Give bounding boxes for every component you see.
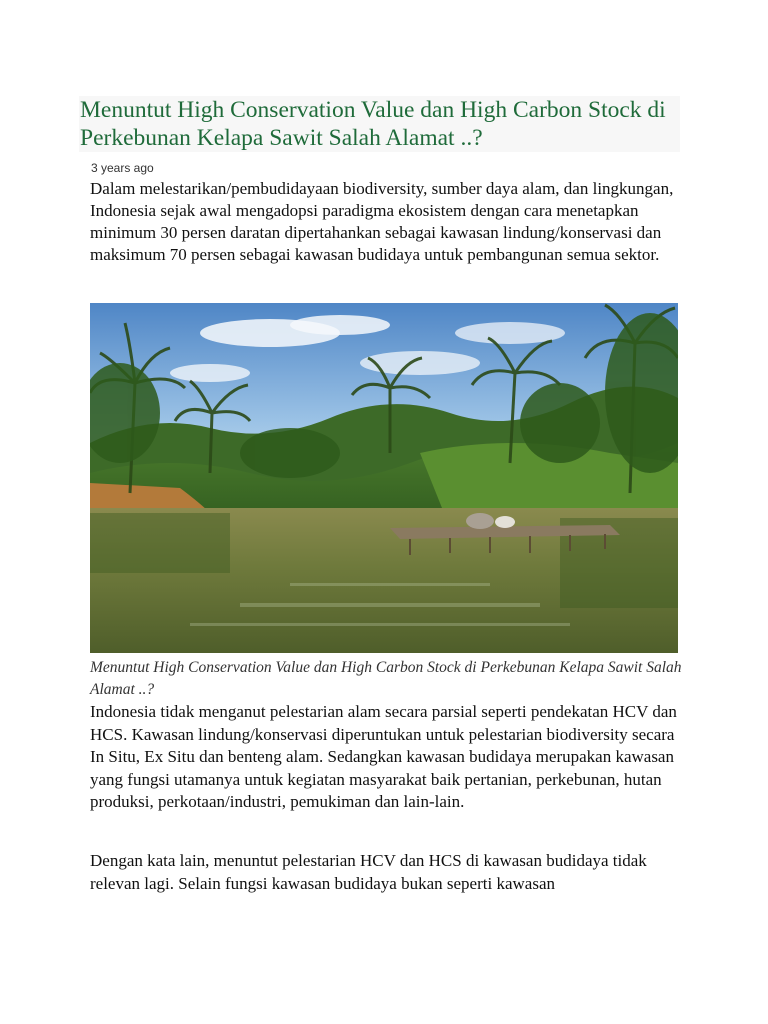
article-header bbox=[79, 96, 680, 152]
article-title[interactable]: Menuntut High Conservation Value dan High Carbon Stock di Perkebunan Kelapa Sawit Salah Alamat ..? bbox=[80, 97, 666, 151]
article-photo bbox=[90, 303, 678, 653]
photo-oil-palm-plantation-pond bbox=[90, 303, 678, 653]
photo-caption: Menuntut High Conservation Value dan High Carbon Stock di Perkebunan Kelapa Sawit Salah Alamat ..? bbox=[90, 659, 682, 698]
body-paragraph-2: Dengan kata lain, menuntut pelestarian HCV dan HCS di kawasan budidaya tidak relevan lagi. Selain fungsi kawasan budidaya bukan seperti kawasan bbox=[90, 851, 647, 893]
body-paragraph-1: Indonesia tidak menganut pelestarian alam secara parsial seperti pendekatan HCV dan HCS. Kawasan lindung/konservasi diperuntukan untuk pelestarian biodiversity secara In Situ, Ex Situ dan benteng alam. Sedangkan kawasan budidaya merupakan kawasan yang fungsi utamanya untuk kegiatan masyarakat baik pertanian, perkebunan, hutan produksi, perkotaan/industri, pemukiman dan lain-lain. bbox=[90, 702, 677, 812]
intro-paragraph: Dalam melestarikan/pembudidayaan biodiversity, sumber daya alam, dan lingkungan, Indonesia sejak awal mengadopsi paradigma ekosistem dengan cara menetapkan minimum 30 persen daratan dipertahankan sebagai kawasan lindung/konservasi dan maksimum 70 persen sebagai kawasan budidaya untuk pembangunan semua sektor. bbox=[90, 179, 674, 264]
article-timestamp: 3 years ago bbox=[91, 161, 154, 175]
